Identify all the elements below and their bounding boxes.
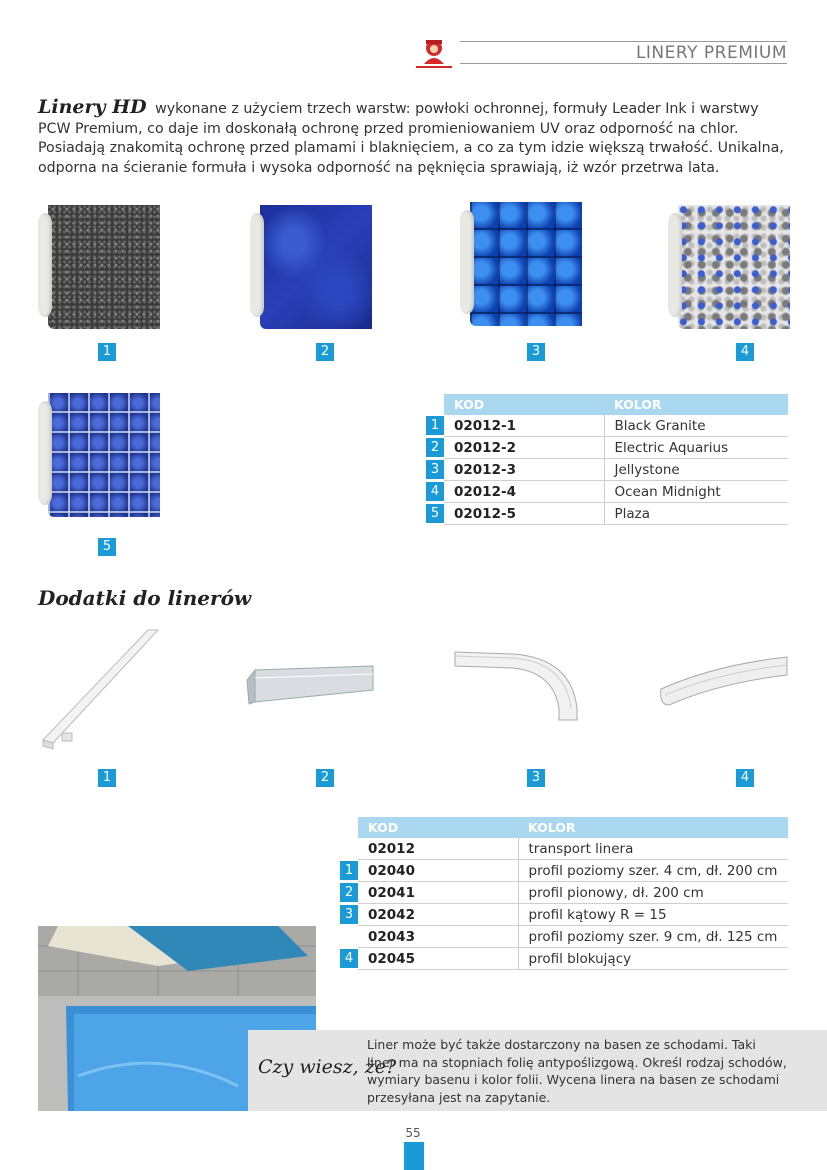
page-number: 55 [405, 1126, 421, 1140]
row-kod: 02012-1 [444, 415, 604, 437]
accessory-profile-locking [655, 655, 788, 710]
table-row [426, 437, 788, 459]
row-kolor: Ocean Midnight [604, 481, 788, 503]
row-badge: 3 [340, 905, 358, 924]
accessory-profile-horizontal [38, 625, 163, 750]
intro-text: wykonane z użyciem trzech warstw: powłoki ochronnej, formuły Leader Ink i warstwy PCW Premium, co daje im doskonałą ochronę przed promieniowaniem UV oraz odporność na chlor. Posiadają znakomitą ochronę przed plamami i blaknięciem, a co za tym idzie większą trwałość. Unikalna, odporna na ścieranie formuła i wysoka odporność na pęknięcia sprawiają, iż wzór przetrwa lata. [38, 101, 784, 176]
table-row [426, 459, 788, 481]
table-row [340, 926, 788, 948]
intro-script-title: Linery HD [38, 96, 147, 118]
page-number-bar [404, 1142, 424, 1170]
accessory-badge-2: 2 [316, 769, 334, 787]
liner-roll-black-granite [38, 205, 163, 335]
table-row [340, 860, 788, 882]
row-kolor: profil kątowy R = 15 [518, 904, 788, 926]
liner-code-table [426, 394, 788, 525]
col-header-kod: KOD [358, 817, 518, 838]
row-kod: 02012-5 [444, 503, 604, 525]
accessory-badge-1: 1 [98, 769, 116, 787]
accessory-badge-4: 4 [736, 769, 754, 787]
row-badge: 1 [340, 861, 358, 880]
accessory-profile-corner [453, 648, 583, 723]
liner-roll-plaza [38, 393, 163, 523]
row-kolor: profil pionowy, dł. 200 cm [518, 882, 788, 904]
row-kod: 02043 [358, 926, 518, 948]
row-kod: 02012-4 [444, 481, 604, 503]
table-row [340, 838, 788, 860]
table-row [426, 481, 788, 503]
row-kod: 02012-3 [444, 459, 604, 481]
page-title: LINERY PREMIUM [635, 43, 787, 63]
tip-title: Czy wiesz, że? [258, 1056, 397, 1078]
row-kolor: Black Granite [604, 415, 788, 437]
row-kolor: profil poziomy szer. 4 cm, dł. 200 cm [518, 860, 788, 882]
accessory-badge-3: 3 [527, 769, 545, 787]
row-kod: 02040 [358, 860, 518, 882]
accessory-code-table [340, 817, 788, 970]
tip-text: Liner może być także dostarczony na basen ze schodami. Taki liner ma na stopniach folię antypoślizgową. Określ rodzaj schodów, wymiary basenu i kolor folii. Wycena linera na basen ze schodami przesyłana jest na zapytanie. [367, 1037, 787, 1105]
col-header-kolor: KOLOR [518, 817, 788, 838]
row-kod: 02045 [358, 948, 518, 970]
row-kolor: Plaza [604, 503, 788, 525]
header-rule-bottom [460, 63, 787, 64]
accessories-title: Dodatki do linerów [38, 586, 252, 610]
tip-box [248, 1030, 827, 1111]
row-kod: 02041 [358, 882, 518, 904]
liner-roll-jellystone [460, 202, 585, 332]
row-badge: 1 [426, 416, 444, 435]
table-row [340, 882, 788, 904]
table-row [426, 503, 788, 525]
col-header-kolor: KOLOR [604, 394, 788, 415]
liner-badge-3: 3 [527, 343, 545, 361]
liner-badge-1: 1 [98, 343, 116, 361]
company-logo [412, 34, 456, 72]
row-badge: 4 [426, 482, 444, 501]
accessory-profile-vertical [245, 662, 375, 707]
row-kolor: profil poziomy szer. 9 cm, dł. 125 cm [518, 926, 788, 948]
table-row [340, 904, 788, 926]
row-kolor: transport linera [518, 838, 788, 860]
liner-roll-electric-aquarius [250, 205, 375, 335]
row-kod: 02042 [358, 904, 518, 926]
row-kolor: Electric Aquarius [604, 437, 788, 459]
row-kod: 02012-2 [444, 437, 604, 459]
liner-roll-ocean-midnight [668, 205, 793, 335]
table-row [340, 948, 788, 970]
header-rule-top [460, 41, 787, 42]
row-badge: 4 [340, 949, 358, 968]
liner-badge-2: 2 [316, 343, 334, 361]
intro-paragraph [38, 98, 788, 178]
table-row [426, 415, 788, 437]
row-kolor: profil blokujący [518, 948, 788, 970]
row-badge: 2 [340, 883, 358, 902]
row-badge: 3 [426, 460, 444, 479]
row-kolor: Jellystone [604, 459, 788, 481]
liner-badge-4: 4 [736, 343, 754, 361]
col-header-kod: KOD [444, 394, 604, 415]
row-badge: 5 [426, 504, 444, 523]
row-badge: 2 [426, 438, 444, 457]
row-kod: 02012 [358, 838, 518, 860]
liner-badge-5: 5 [98, 538, 116, 556]
